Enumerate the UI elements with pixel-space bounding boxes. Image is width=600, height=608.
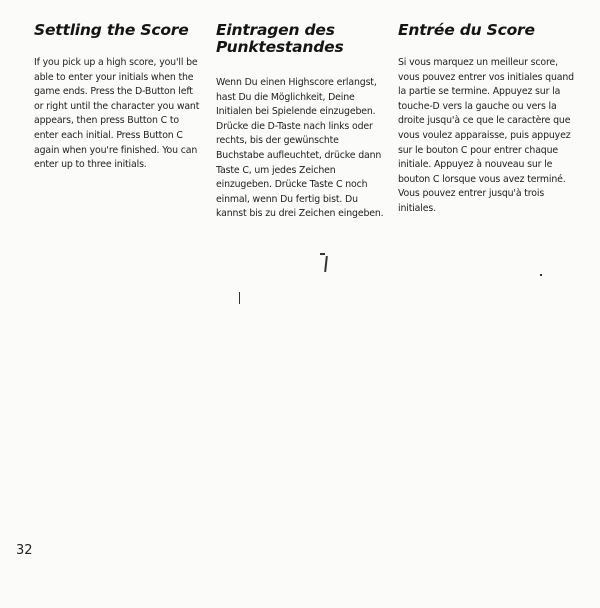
dust-speck: [320, 253, 325, 255]
heading-german: Eintragen des Punktestandes: [216, 21, 344, 56]
body-english: If you pick up a high score, you'll be able to enter your initials when the game ends. Press the D-Button left or right until the character you want appears, then press Button C to enter each initial. Press Button C again when you're finished. You can enter up to three initials.: [34, 57, 200, 171]
dust-speck: [239, 292, 240, 304]
heading-french: Entrée du Score: [398, 21, 535, 39]
heading-english: Settling the Score: [34, 21, 189, 39]
column-german: [216, 22, 388, 222]
page-number: 32: [16, 543, 33, 558]
dust-speck: [324, 256, 328, 272]
body-french: Si vous marquez un meilleur score, vous pouvez entrer vos initiales quand la partie se termine. Appuyez sur la touche-D vers la gauche ou vers la droite jusqu'à ce que le caractère que vous voulez apparaisse, puis appuyez sur le bouton C pour entrer chaque initiale. Appuyez à nouveau sur le bouton C lorsque vous avez terminé. Vous pouvez entrer jusqu'à trois initiales.: [398, 57, 574, 214]
column-english: [34, 22, 204, 173]
body-german: Wenn Du einen Highscore erlangst, hast Du die Möglichkeit, Deine Initialen bei Spielende einzugeben. Drücke die D-Taste nach links oder rechts, bis der gewünschte Buchstabe aufleuchtet, drücke dann Taste C, um jedes Zeichen einzugeben. Drücke Taste C noch einmal, wenn Du fertig bist. Du kannst bis zu drei Zeichen eingeben.: [216, 77, 384, 220]
column-french: [398, 22, 574, 217]
dust-speck: [540, 274, 542, 276]
